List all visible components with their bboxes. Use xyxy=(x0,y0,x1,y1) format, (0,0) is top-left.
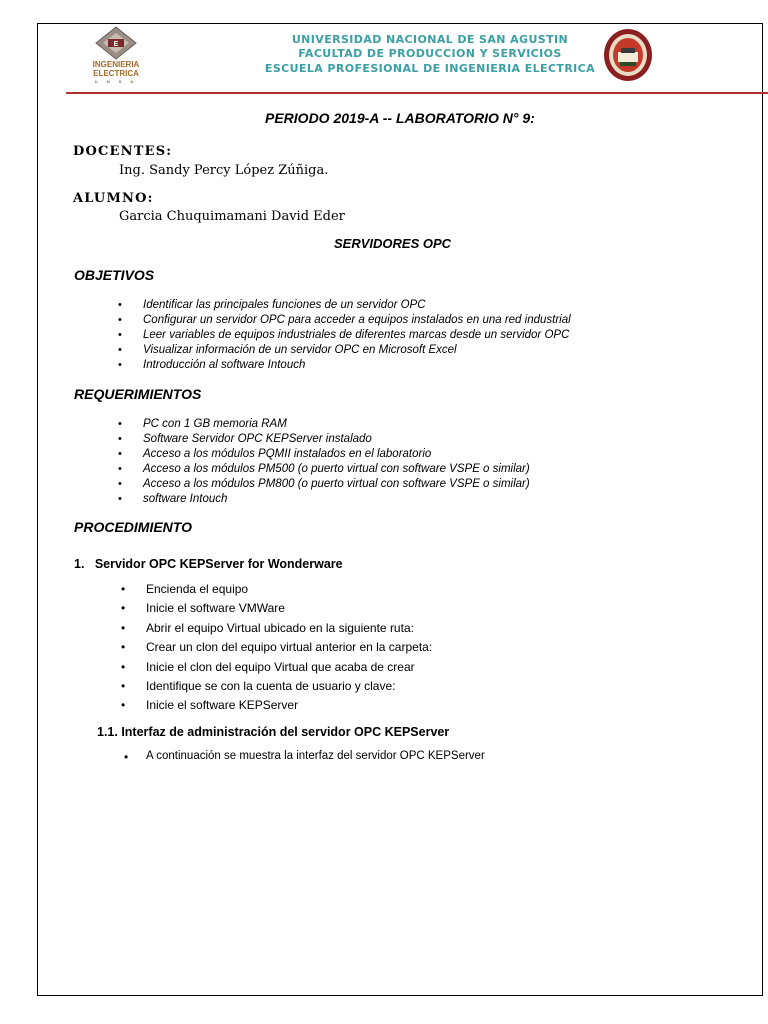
university-name: UNIVERSIDAD NACIONAL DE SAN AGUSTIN xyxy=(291,33,569,46)
logo-text-1: INGENIERIA xyxy=(92,60,140,69)
bullet-icon: • xyxy=(118,448,122,460)
bullet-icon: • xyxy=(118,433,122,445)
list-item: software Intouch xyxy=(143,493,228,505)
list-item: Identifique se con la cuenta de usuario y clave: xyxy=(146,679,396,693)
list-item: Acceso a los módulos PQMII instalados en el laboratorio xyxy=(143,448,432,460)
list-item: Encienda el equipo xyxy=(146,582,249,596)
engineering-logo-icon xyxy=(92,25,140,61)
faculty-logo xyxy=(74,25,158,89)
alumno-label: ALUMNO: xyxy=(73,191,154,206)
list-item: Abrir el equipo Virtual ubicado en la siguiente ruta: xyxy=(146,621,414,635)
list-item: Leer variables de equipos industriales de diferentes marcas desde un servidor OPC xyxy=(143,329,570,341)
logo-text-3: U N S A xyxy=(94,79,138,84)
list-item: Inicie el clon del equipo Virtual que acaba de crear xyxy=(146,660,415,674)
list-item: Inicie el software VMWare xyxy=(146,601,285,615)
bullet-icon: • xyxy=(118,329,122,341)
school-name: ESCUELA PROFESIONAL DE INGENIERIA ELECTRICA xyxy=(264,62,596,75)
list-item: Acceso a los módulos PM500 (o puerto virtual con software VSPE o similar) xyxy=(143,463,530,475)
bullet-icon: • xyxy=(118,299,122,311)
list-item: Software Servidor OPC KEPServer instalado xyxy=(143,433,372,445)
list-item: Configurar un servidor OPC para acceder a equipos instalados en una red industrial xyxy=(143,314,571,326)
list-item: PC con 1 GB memoria RAM xyxy=(143,418,287,430)
bullet-icon: • xyxy=(121,640,126,654)
list-item: Identificar las principales funciones de un servidor OPC xyxy=(143,299,426,311)
list-item: Acceso a los módulos PM800 (o puerto virtual con software VSPE o similar) xyxy=(143,478,530,490)
bullet-icon: • xyxy=(118,463,122,475)
objetivos-heading: OBJETIVOS xyxy=(74,267,155,283)
alumno-name: Garcia Chuquimamani David Eder xyxy=(119,209,345,224)
svg-text:E: E xyxy=(113,41,119,48)
bullet-icon: • xyxy=(124,750,129,764)
bullet-icon: • xyxy=(118,344,122,356)
bullet-icon: • xyxy=(121,698,126,712)
bullet-icon: • xyxy=(118,359,122,371)
university-seal-icon xyxy=(603,28,653,82)
bullet-icon: • xyxy=(121,621,126,635)
document-title: PERIODO 2019-A -- LABORATORIO N° 9: xyxy=(265,110,535,126)
bullet-icon: • xyxy=(121,601,126,615)
procedimiento-heading: PROCEDIMIENTO xyxy=(74,519,192,535)
bullet-icon: • xyxy=(118,478,122,490)
bullet-icon: • xyxy=(118,314,122,326)
bullet-icon: • xyxy=(118,493,122,505)
header-rule xyxy=(66,92,768,94)
faculty-name: FACULTAD DE PRODUCCION Y SERVICIOS xyxy=(298,47,562,60)
bullet-icon: • xyxy=(118,418,122,430)
list-item: Introducción al software Intouch xyxy=(143,359,306,371)
bullet-icon: • xyxy=(121,582,126,596)
step-1-heading: 1. Servidor OPC KEPServer for Wonderware xyxy=(74,557,343,571)
docentes-label: DOCENTES: xyxy=(73,144,173,159)
docente-name: Ing. Sandy Percy López Zúñiga. xyxy=(119,163,329,178)
logo-text-2: ELECTRICA xyxy=(93,69,139,78)
list-item: Inicie el software KEPServer xyxy=(146,698,299,712)
requerimientos-heading: REQUERIMIENTOS xyxy=(74,386,202,402)
bullet-icon: • xyxy=(121,660,126,674)
bullet-icon: • xyxy=(121,679,126,693)
topic-title: SERVIDORES OPC xyxy=(334,236,452,251)
list-item: Visualizar información de un servidor OPC en Microsoft Excel xyxy=(143,344,457,356)
list-item: Crear un clon del equipo virtual anterior en la carpeta: xyxy=(146,640,433,654)
step-1-1-heading: 1.1. Interfaz de administración del servidor OPC KEPServer xyxy=(97,725,450,739)
list-item: A continuación se muestra la interfaz del servidor OPC KEPServer xyxy=(146,750,485,762)
